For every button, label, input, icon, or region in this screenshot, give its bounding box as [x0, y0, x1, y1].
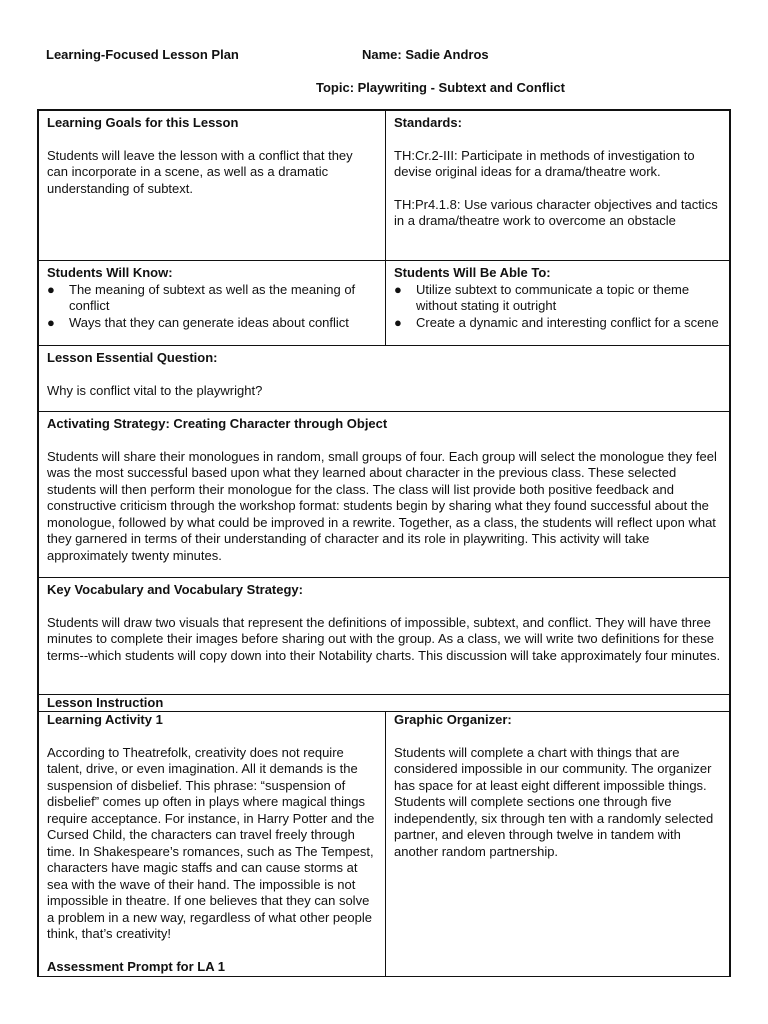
will-know-title: Students Will Know: [47, 265, 173, 280]
standard-item: TH:Pr4.1.8: Use various character objectives and tactics in a drama/theatre work to overcome an obstacle [394, 196, 718, 228]
essential-question-cell [39, 346, 729, 411]
vocabulary-cell [39, 578, 729, 694]
list-item [47, 315, 377, 332]
learning-goals-text: Students will leave the lesson with a conflict that they can incorporate in a scene, as well as a dramatic understanding of subtext. [47, 147, 353, 196]
essential-question-row [39, 346, 729, 412]
lesson-instruction-cell [39, 695, 729, 711]
standards-title: Standards: [394, 115, 462, 130]
standard-item: TH:Cr.2-III: Participate in methods of investigation to devise original ideas for a drama/theatre work. [394, 147, 695, 179]
activating-strategy-text: Students will share their monologues in random, small groups of four. Each group will select the monologue they feel was the most successful based upon what they learned about character in the previous class. These selected students will then perform their monologue for the class. The class will list provide both positive feedback and constructive criticism through the workshop format: students begin by sharing what they found successful about the monologue, followed by what could be improved in a rewrite. Together, as a class, the students will reflect upon what they garnered in terms of their understanding of character and its role in playwriting. This activity will take approximately twenty minutes. [47, 448, 717, 563]
graphic-organizer-text: Students will complete a chart with things that are considered impossible in our community. The organizer has space for at least eight different impossible things. Students will complete sections one through five independently, six through ten with a randomly selected partner, and eleven through twelve in tandem with another random partnership. [394, 744, 714, 859]
bullet-icon: ● [47, 281, 55, 297]
plan-title: Learning-Focused Lesson Plan [46, 47, 239, 62]
activity-organizer-row [39, 712, 729, 977]
list-item [47, 282, 377, 315]
learning-goals-cell [39, 111, 386, 260]
lesson-instruction-title: Lesson Instruction [47, 695, 164, 710]
graphic-organizer-title: Graphic Organizer: [394, 712, 512, 727]
bullet-icon: ● [47, 314, 55, 330]
list-item-text: Ways that they can generate ideas about conflict [69, 314, 349, 330]
list-item-text: Utilize subtext to communicate a topic or theme without stating it outright [416, 281, 690, 313]
list-item-text: Create a dynamic and interesting conflict for a scene [416, 314, 719, 330]
know-able-row [39, 261, 729, 346]
lesson-instruction-row [39, 695, 729, 712]
essential-question-text: Why is conflict vital to the playwright? [47, 382, 263, 398]
author-name: Name: Sadie Andros [362, 47, 489, 62]
activating-strategy-row [39, 412, 729, 578]
able-to-cell [386, 261, 729, 345]
learning-goals-title: Learning Goals for this Lesson [47, 115, 239, 130]
standards-cell [386, 111, 729, 260]
will-know-cell [39, 261, 386, 345]
essential-question-title: Lesson Essential Question: [47, 350, 218, 365]
bullet-icon: ● [394, 314, 402, 330]
graphic-organizer-cell [386, 712, 729, 976]
activating-strategy-title: Activating Strategy: Creating Character through Object [47, 416, 388, 431]
vocabulary-text: Students will draw two visuals that represent the definitions of impossible, subtext, and conflict. They will have three minutes to complete their images before sharing out with the group. As a class, we will write two definitions for these terms--which students will copy down into their Notability charts. This discussion will take approximately four minutes. [47, 614, 721, 663]
able-to-title: Students Will Be Able To: [394, 265, 551, 280]
learning-activity-cell [39, 712, 386, 976]
list-item [394, 282, 721, 315]
list-item [394, 315, 721, 332]
goals-standards-row [39, 111, 729, 261]
assessment-prompt-title: Assessment Prompt for LA 1 [47, 958, 225, 974]
learning-activity-text: According to Theatrefolk, creativity does not require talent, drive, or even imagination. All it demands is the suspension of disbelief. This phrase: “suspension of disbelief” comes up often in plays where magical things require acceptance. For instance, in Harry Potter and the Cursed Child, the characters can travel freely through time. In Shakespeare’s romances, such as The Tempest, characters have magic staffs and can cause storms at sea with the wave of their hand. The impossible is not impossible in theatre. If one believes that they can solve a problem in a new way, regardless of what other people think, that’s creativity! [47, 744, 375, 941]
vocabulary-row [39, 578, 729, 695]
bullet-icon: ● [394, 281, 402, 297]
activating-strategy-cell [39, 412, 729, 577]
lesson-topic: Topic: Playwriting - Subtext and Conflict [316, 80, 565, 95]
learning-activity-title: Learning Activity 1 [47, 712, 163, 727]
lesson-plan-table [37, 109, 731, 977]
list-item-text: The meaning of subtext as well as the meaning of conflict [69, 281, 356, 313]
vocabulary-title: Key Vocabulary and Vocabulary Strategy: [47, 582, 303, 597]
